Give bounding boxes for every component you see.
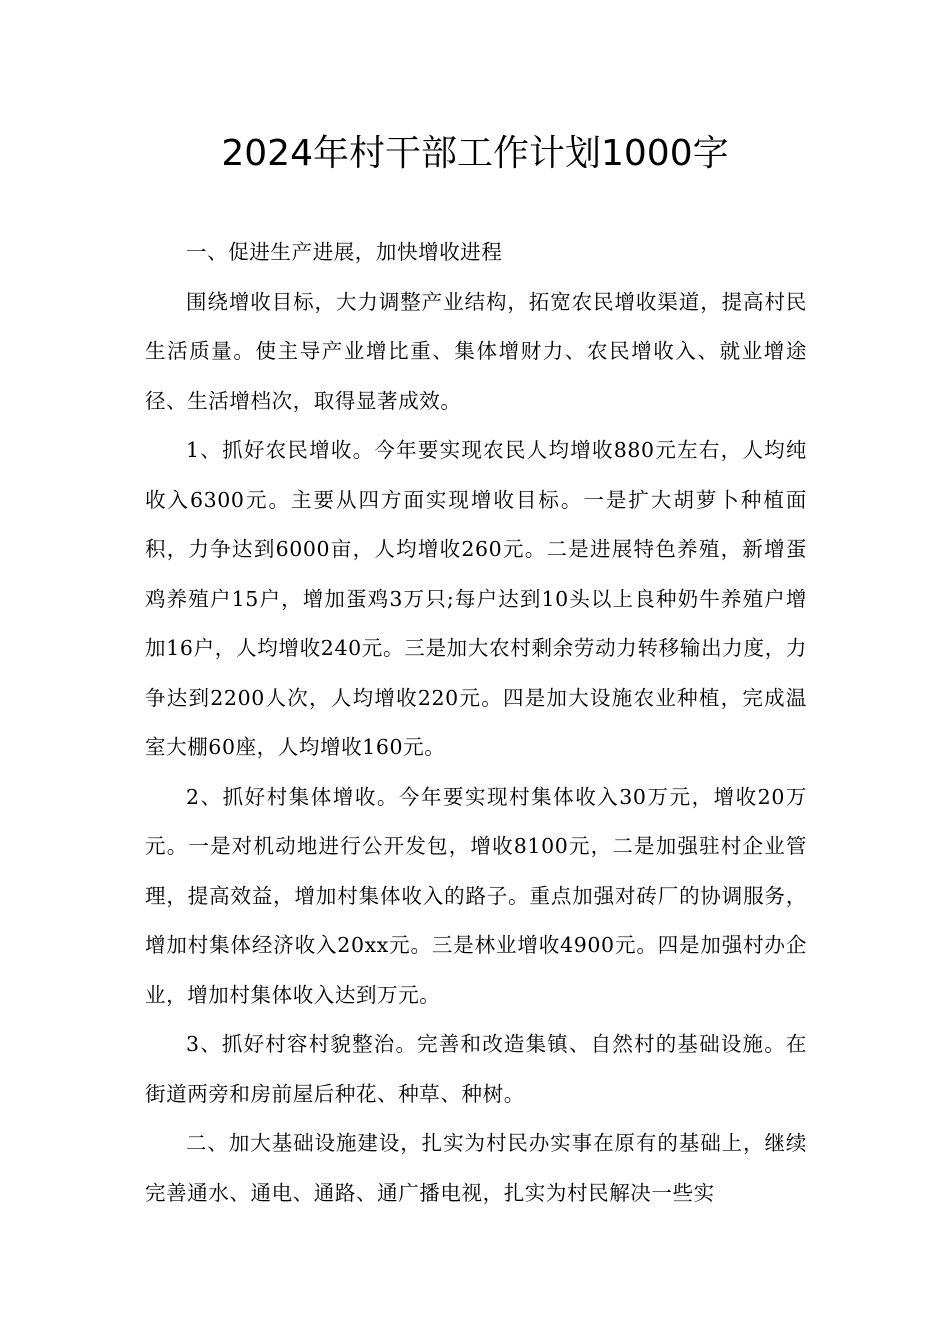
document-body (145, 228, 807, 1218)
paragraph-collective-income: 2、抓好村集体增收。今年要实现村集体收入30万元，增收20万元。一是对机动地进行公开发包，增收8100元，二是加强驻村企业管理，提高效益，增加村集体收入的路子。重点加强对砖厂的协调服务，增加村集体经济收入20xx元。三是林业增收4900元。四是加强村办企业，增加村集体收入达到万元。 (145, 784, 807, 1007)
paragraph-village-appearance: 3、抓好村容村貌整治。完善和改造集镇、自然村的基础设施。在街道两旁和房前屋后种花、种草、种树。 (145, 1032, 807, 1106)
paragraph-intro: 围绕增收目标，大力调整产业结构，拓宽农民增收渠道，提高村民生活质量。使主导产业增比重、集体增财力、农民增收入、就业增途径、生活增档次，取得显著成效。 (145, 289, 807, 413)
paragraph-farmer-income: 1、抓好农民增收。今年要实现农民人均增收880元左右，人均纯收入6300元。主要从四方面实现增收目标。一是扩大胡萝卜种植面积，力争达到6000亩，人均增收260元。二是进展特色养殖，新增蛋鸡养殖户15户，增加蛋鸡3万只;每户达到10头以上良种奶牛养殖户增加16户，人均增收240元。三是加大农村剩余劳动力转移输出力度，力争达到2200人次，人均增收220元。四是加大设施农业种植，完成温室大棚60座，人均增收160元。 (145, 438, 807, 759)
document-title: 2024年村干部工作计划1000字 (221, 133, 729, 174)
paragraph-section-1-heading: 一、促进生产进展，加快增收进程 (186, 240, 503, 264)
paragraph-section-2-heading: 二、加大基础设施建设，扎实为村民办实事在原有的基础上，继续完善通水、通电、通路、通广播电视，扎实为村民解决一些实 (145, 1131, 807, 1205)
